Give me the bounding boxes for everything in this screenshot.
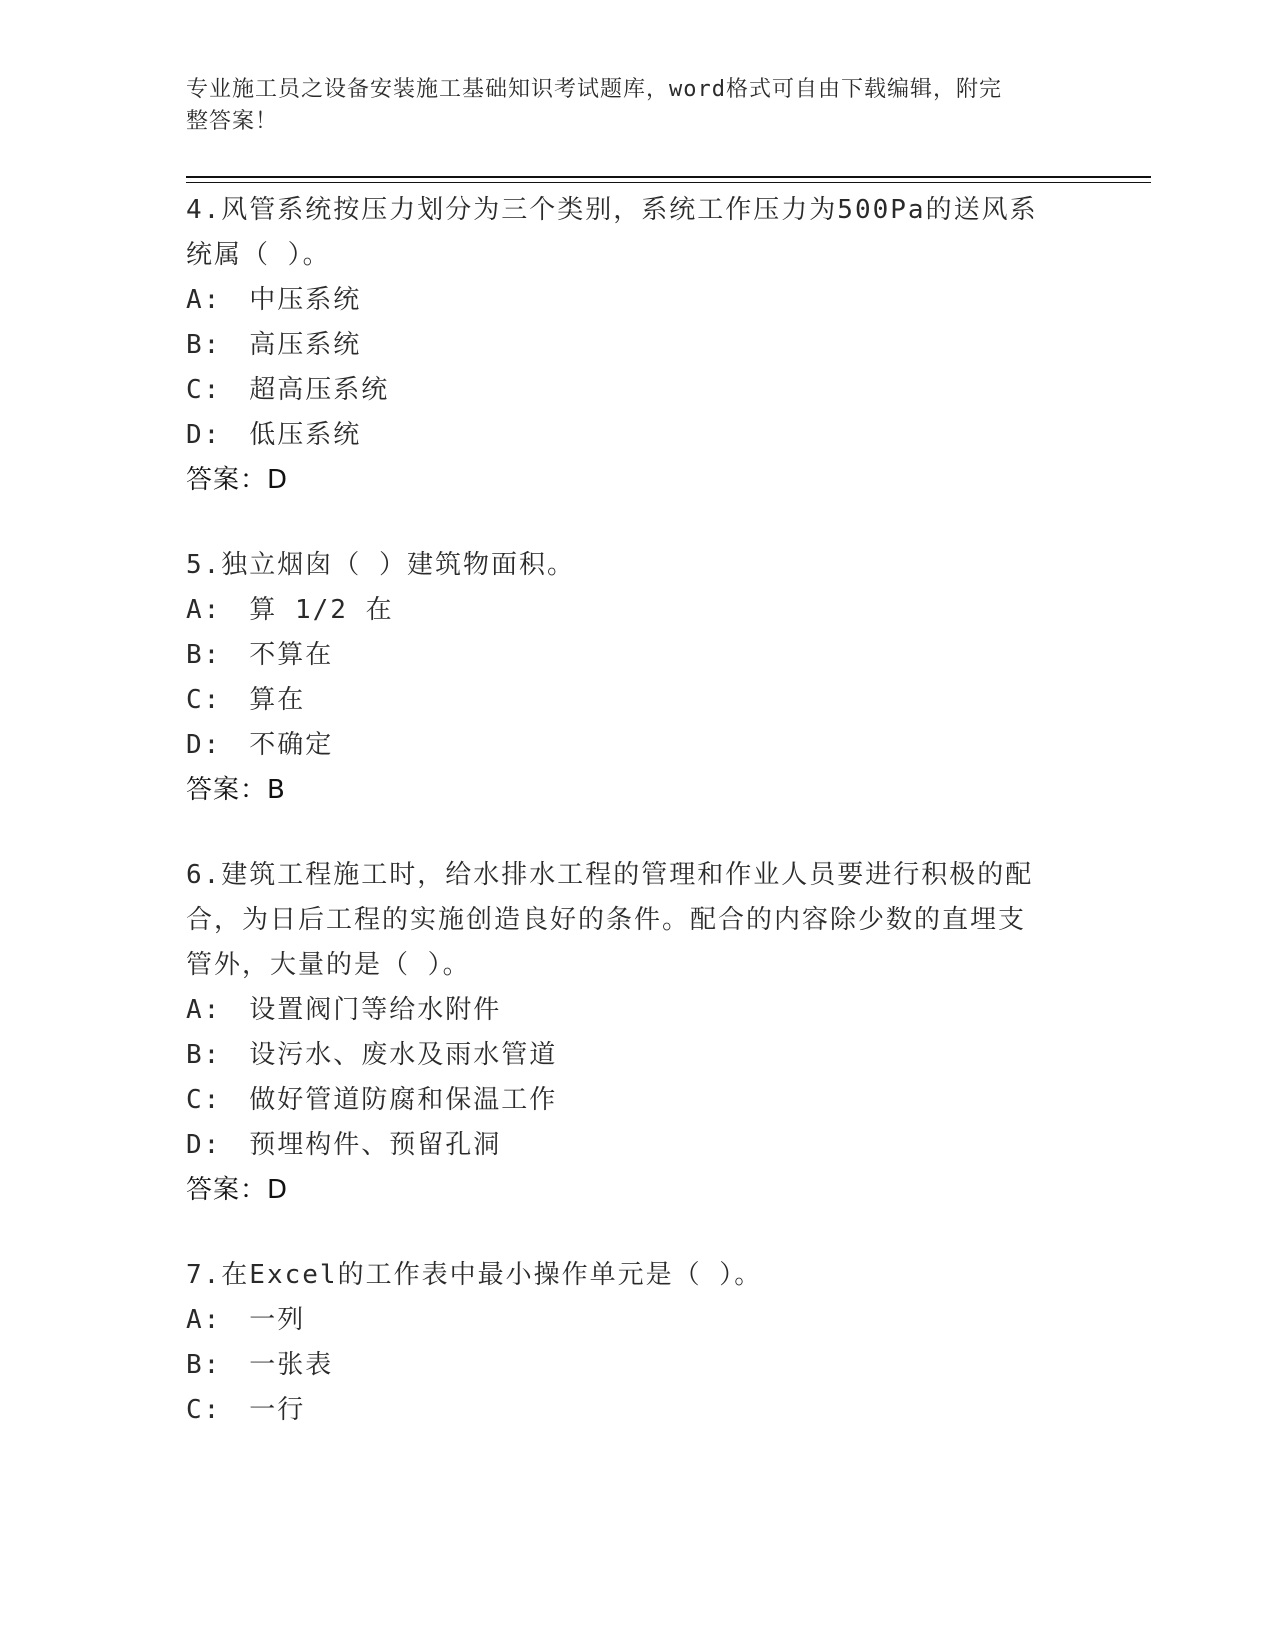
header-divider-thick bbox=[186, 176, 1151, 178]
option-a: A: 设置阀门等给水附件 bbox=[186, 995, 502, 1025]
answer: 答案：D bbox=[186, 1175, 289, 1205]
question-6 bbox=[186, 853, 1066, 1213]
question-text: 5.独立烟囱（ ）建筑物面积。 bbox=[186, 550, 575, 580]
question-list bbox=[186, 188, 1066, 1473]
option-b: B: 高压系统 bbox=[186, 330, 362, 360]
question-5 bbox=[186, 543, 1066, 813]
option-a: A: 中压系统 bbox=[186, 285, 362, 315]
option-c: C: 超高压系统 bbox=[186, 375, 390, 405]
option-c: C: 算在 bbox=[186, 685, 306, 715]
question-text: 统属（ ）。 bbox=[186, 240, 331, 270]
option-a: A: 一列 bbox=[186, 1305, 306, 1335]
answer: 答案：B bbox=[186, 775, 286, 805]
question-4 bbox=[186, 188, 1066, 503]
question-7 bbox=[186, 1253, 1066, 1433]
answer: 答案：D bbox=[186, 465, 289, 495]
option-c: C: 一行 bbox=[186, 1395, 306, 1425]
document-header bbox=[186, 74, 1066, 138]
header-divider-thin bbox=[186, 182, 1151, 183]
header-line-1: 专业施工员之设备安装施工基础知识考试题库，word格式可自由下载编辑，附完 bbox=[186, 77, 1002, 102]
option-b: B: 设污水、废水及雨水管道 bbox=[186, 1040, 558, 1070]
option-d: D: 低压系统 bbox=[186, 420, 362, 450]
question-text: 合，为日后工程的实施创造良好的条件。配合的内容除少数的直埋支 bbox=[186, 905, 1027, 935]
option-d: D: 预埋构件、预留孔洞 bbox=[186, 1130, 502, 1160]
question-text: 6.建筑工程施工时，给水排水工程的管理和作业人员要进行积极的配 bbox=[186, 860, 1034, 890]
option-c: C: 做好管道防腐和保温工作 bbox=[186, 1085, 558, 1115]
option-a: A: 算 1/2 在 bbox=[186, 595, 394, 625]
header-line-2: 整答案！ bbox=[186, 109, 279, 134]
option-b: B: 一张表 bbox=[186, 1350, 334, 1380]
option-d: D: 不确定 bbox=[186, 730, 334, 760]
question-text: 7.在Excel的工作表中最小操作单元是（ ）。 bbox=[186, 1260, 763, 1290]
question-text: 管外，大量的是（ ）。 bbox=[186, 950, 471, 980]
option-b: B: 不算在 bbox=[186, 640, 334, 670]
question-text: 4.风管系统按压力划分为三个类别，系统工作压力为500Pa的送风系 bbox=[186, 195, 1038, 225]
